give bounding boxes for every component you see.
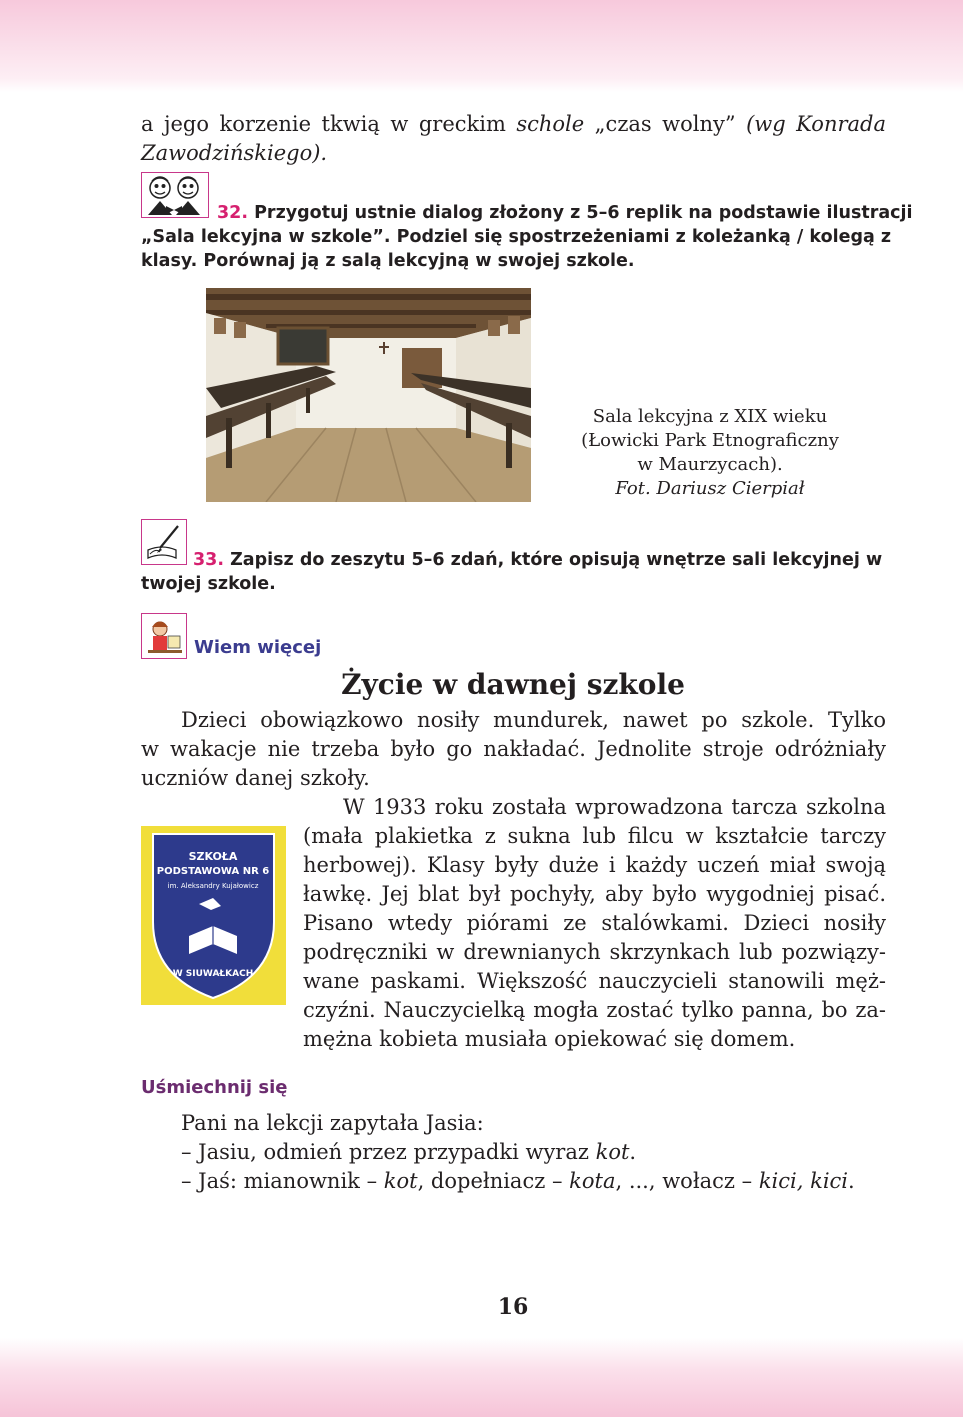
paragraph-line: Pisano wtedy piórami ze stalówkami. Dzieci nosiły xyxy=(303,911,886,935)
task-number: 33. xyxy=(193,550,225,570)
task-text: Zapisz do zeszytu 5–6 zdań, które opisują wnętrze sali lekcyjnej w xyxy=(224,550,883,570)
joke-line-part: – Jaś: mianownik – xyxy=(181,1169,384,1193)
joke-word-italic: kici, kici xyxy=(758,1169,849,1193)
article-paragraph-1 xyxy=(141,706,886,793)
task-32 xyxy=(141,201,913,273)
joke-word-italic: kot xyxy=(595,1140,630,1164)
photo-caption xyxy=(560,405,860,501)
task-text: „Sala lekcyjna w szkole”. Podziel się spostrzeżeniami z koleżanką / kolegą z xyxy=(141,227,892,247)
girl-reading-icon-graphic xyxy=(142,614,186,658)
bottom-decorative-band xyxy=(0,1338,963,1417)
task-text: klasy. Porównaj ją z salą lekcyjną w swojej szkole. xyxy=(141,251,635,271)
badge-text-line: W SIUWAŁKACH xyxy=(172,969,254,979)
top-decorative-band xyxy=(0,0,963,92)
joke-word-italic: kot xyxy=(383,1169,418,1193)
task-33 xyxy=(141,548,886,596)
page-number: 16 xyxy=(497,1294,529,1320)
article-title: Życie w dawnej szkole xyxy=(341,668,685,701)
joke-line-part: , ..., wołacz – xyxy=(615,1169,759,1193)
section-heading-usmiechnij-sie: Uśmiechnij się xyxy=(141,1077,288,1098)
girl-reading-icon xyxy=(141,613,187,659)
joke-line-part: . xyxy=(629,1140,637,1164)
paragraph-line: (mała plakietka z sukna lub filcu w kształcie tarczy xyxy=(303,824,886,848)
intro-text-part: „czas wolny” xyxy=(584,112,747,136)
paragraph-line: uczniów danej szkoły. xyxy=(141,766,370,790)
task-text: twojej szkole. xyxy=(141,574,276,594)
photo-credit: Fot. Dariusz Cierpiał xyxy=(615,478,805,499)
paragraph-line: podręczniki w drewnianych skrzynkach lub pozwiązy- xyxy=(303,940,886,964)
school-badge-image xyxy=(141,826,286,1005)
joke-line-part: – Jasiu, odmień przez przypadki wyraz xyxy=(181,1140,596,1164)
paragraph-line: W 1933 roku została wprowadzona tarcza szkolna xyxy=(343,795,886,819)
paragraph-line: ławkę. Jej blat był pochyły, aby było wygodniej pisać. xyxy=(303,882,886,906)
paragraph-line: herbowej). Klasy były duże i każdy uczeń miał swoją xyxy=(303,853,886,877)
classroom-photo-graphic xyxy=(206,288,531,502)
school-badge-graphic xyxy=(141,826,286,1005)
caption-line: (Łowicki Park Etnograficzny xyxy=(581,430,839,451)
joke-word-italic: kota xyxy=(569,1169,616,1193)
task-text: Przygotuj ustnie dialog złożony z 5–6 replik na podstawie ilustracji xyxy=(248,203,913,223)
joke-line-part: , dopełniacz – xyxy=(417,1169,570,1193)
paragraph-line: wane paskami. Większość nauczycieli stanowili męż- xyxy=(303,969,886,993)
caption-line: Sala lekcyjna z XIX wieku xyxy=(592,406,828,427)
article-paragraph-2 xyxy=(303,793,886,1054)
joke-line: Pani na lekcji zapytała Jasia: xyxy=(181,1111,484,1135)
badge-text-line: im. Aleksandry Kujałowicz xyxy=(167,882,259,890)
intro-source-italic: Zawodzińskiego). xyxy=(141,141,328,165)
paragraph-line: w wakacje nie trzeba było go nakładać. Jednolite stroje odróżniały xyxy=(141,737,886,761)
paragraph-line: mężna kobieta musiała opiekować się domem. xyxy=(303,1027,796,1051)
intro-term-italic: schole xyxy=(516,112,585,136)
joke-line-part: . xyxy=(848,1169,855,1193)
joke-text xyxy=(181,1109,886,1196)
badge-text-line: SZKOŁA xyxy=(188,850,238,863)
intro-text-part: a jego korzenie tkwią w greckim xyxy=(141,112,517,136)
section-heading-wiem-wiecej: Wiem więcej xyxy=(194,637,322,658)
paragraph-line: czyźni. Nauczycielką mogła zostać tylko panna, bo za- xyxy=(303,998,886,1022)
badge-text-line: PODSTAWOWA NR 6 xyxy=(156,866,270,877)
task-number: 32. xyxy=(217,203,249,223)
caption-line: w Maurzycach). xyxy=(637,454,783,475)
classroom-photo xyxy=(206,288,531,502)
intro-text xyxy=(141,110,886,168)
intro-source-italic: (wg Konrada xyxy=(746,112,886,136)
paragraph-line: Dzieci obowiązkowo nosiły mundurek, nawet po szkole. Tylko xyxy=(181,708,886,732)
